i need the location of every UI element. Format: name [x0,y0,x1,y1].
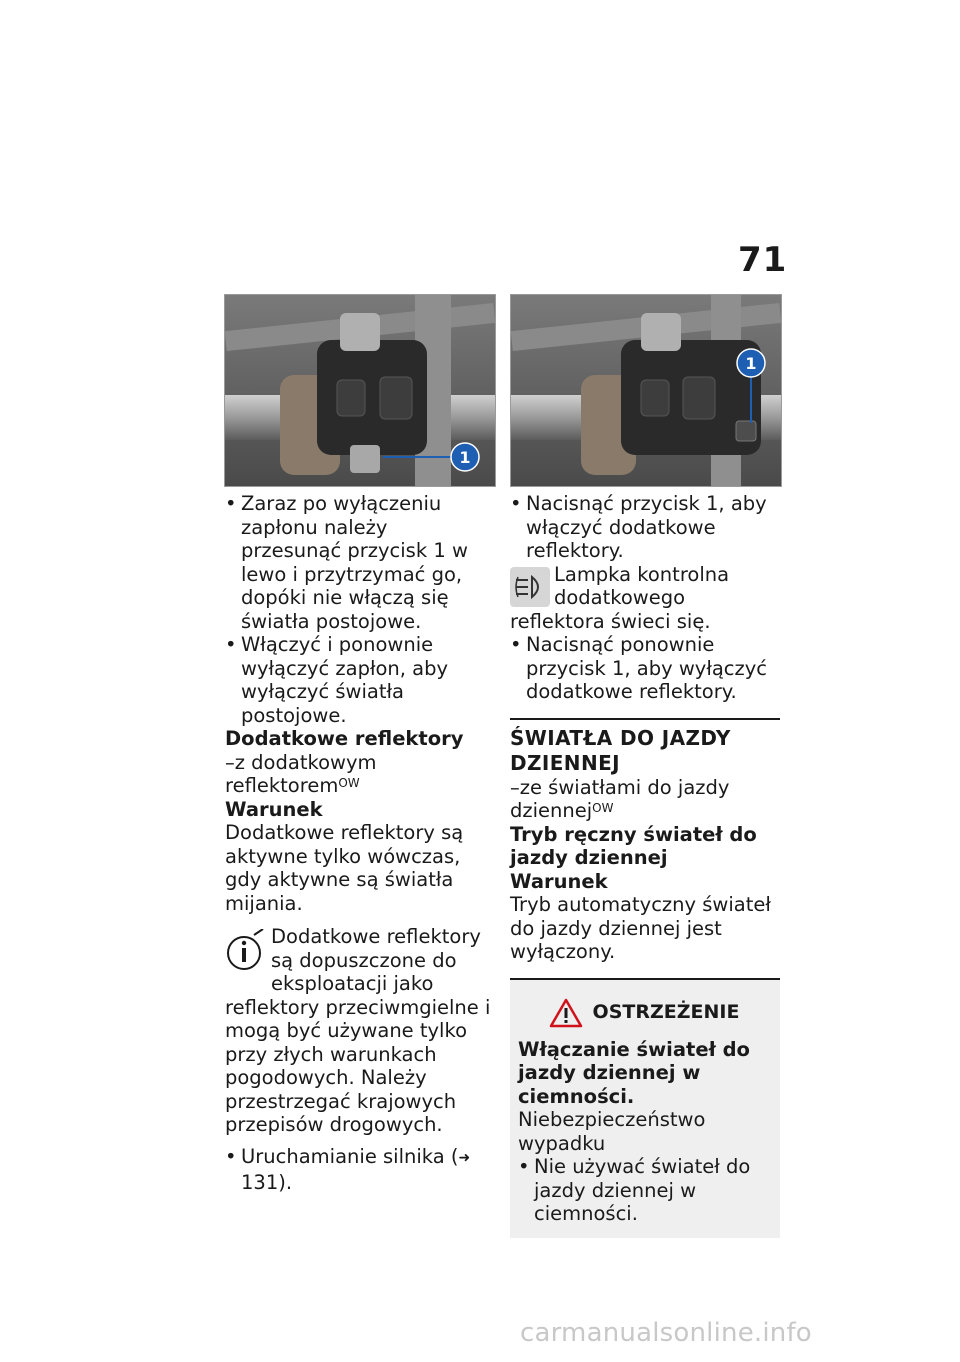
condition-text-2: Tryb automatyczny świateł do jazdy dziennej jest wyłączony. [510,893,771,963]
equipment-drl-text: –ze światłami do jazdy dziennej [510,775,730,822]
warning-subtitle: Włączanie świateł do jazdy dziennej w ciemności. [518,1037,750,1108]
indicator-note [510,563,780,634]
section-heading-drl: ŚWIATŁA DO JAZDY DZIENNEJ [510,725,731,775]
bullet-parking-lights-off: • Włączyć i ponownie wyłączyć zapłon, aby wyłączyć światła postojowe. [225,633,493,727]
left-switch-photo [224,294,496,487]
page-ref-arrow-icon: ➜ [458,1149,471,1166]
warning-risk: Niebezpieczeństwo wypadku [518,1108,706,1155]
warning-triangle-icon [549,998,583,1028]
page-number: 71 [738,240,788,280]
info-note-text: Dodatkowe reflektory są dopuszczone do eksploatacji jako reflektory przeciwmgielne i mogą być używane tylko przy złych warunkach pogodowych. Należy przestrzegać krajowych przepisów drogowych. [225,925,491,1136]
section-divider [510,718,780,720]
warning-action: • Nie używać świateł do jazdy dziennej w ciemności. [518,1155,770,1226]
right-column [510,492,780,1238]
info-note [225,925,493,1137]
condition-heading-2: Warunek [510,869,608,893]
bullet-aux-off: • Nacisnąć ponownie przycisk 1, aby wyłączyć dodatkowe reflektory. [510,633,780,704]
warning-title: OSTRZEŻENIE [592,1000,740,1023]
warning-box [510,980,780,1238]
site-watermark: carmanualsonline.info [520,1318,812,1348]
right-switch-photo [510,294,782,487]
ow-marker: OW [338,776,360,790]
right-switch-illustration [511,295,781,486]
left-callout-number: 1 [459,448,471,467]
bullet-engine-start-ref [225,1145,493,1195]
engine-start-text: Uruchamianie silnika ( [241,1144,459,1168]
ow-marker-2: OW [592,801,614,815]
heading-aux-lights: Dodatkowe reflektory [225,727,464,750]
condition-heading: Warunek [225,797,323,821]
bullet-aux-on: • Nacisnąć przycisk 1, aby włączyć dodatkowe reflektory. [510,492,780,563]
equipment-aux-lights [225,751,493,798]
left-switch-illustration [225,295,495,486]
heading-manual-drl: Tryb ręczny świateł do jazdy dziennej [510,822,757,869]
right-callout-number: 1 [745,354,757,373]
left-column [225,492,493,1195]
fog-light-indicator-icon [510,567,550,607]
info-icon [225,929,267,973]
engine-start-page[interactable]: 131). [241,1171,293,1194]
equipment-aux-text: –z dodatkowym reflektorem [225,750,377,797]
equipment-drl [510,776,780,823]
indicator-note-text: Lampka kontrolna dodatkowego reflektora świeci się. [510,562,730,633]
warning-title-row [518,998,770,1028]
condition-text: Dodatkowe reflektory są aktywne tylko wówczas, gdy aktywne są światła mijania. [225,821,464,915]
bullet-parking-lights-on: • Zaraz po wyłączeniu zapłonu należy przesunąć przycisk 1 w lewo i przytrzymać go, dopóki nie włączą się światła postojowe. [225,492,493,633]
